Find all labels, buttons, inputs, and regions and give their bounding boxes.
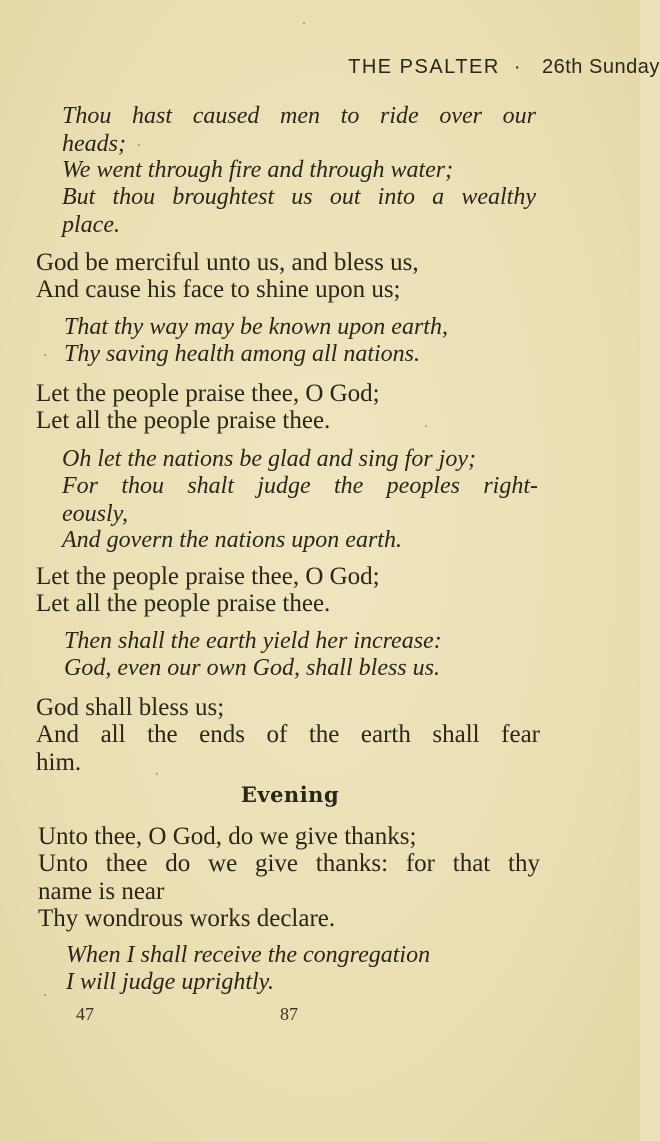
verse-line: But thou broughtest us out into a wealthy bbox=[62, 184, 536, 210]
verse-line: God shall bless us; bbox=[36, 694, 225, 721]
verse-line: And cause his face to shine upon us; bbox=[36, 276, 401, 303]
paper-speck bbox=[44, 994, 46, 996]
verse-line: Oh let the nations be glad and sing for joy; bbox=[62, 446, 476, 472]
running-head-title: THE PSALTER bbox=[348, 56, 500, 78]
verse-line: name is near bbox=[38, 878, 165, 905]
verse-line: God, even our own God, shall bless us. bbox=[64, 655, 440, 681]
verse-line: I will judge uprightly. bbox=[66, 969, 274, 995]
verse-line: eously, bbox=[62, 501, 128, 527]
paper-speck bbox=[138, 144, 140, 146]
verse-line: When I shall receive the congregation bbox=[66, 942, 431, 968]
paper-speck bbox=[425, 425, 427, 427]
verse-line: Unto thee, O God, do we give thanks; bbox=[38, 823, 417, 850]
verse-line: Then shall the earth yield her increase: bbox=[64, 628, 442, 654]
verse-line: him. bbox=[36, 749, 82, 776]
verse-line: Thou hast caused men to ride over our bbox=[62, 103, 536, 129]
verse-line: Thy saving health among all nations. bbox=[64, 341, 420, 367]
paper-speck bbox=[303, 22, 305, 24]
verse-line: We went through fire and through water; bbox=[62, 157, 454, 183]
running-head-separator: · bbox=[513, 56, 522, 78]
verse-line: And all the ends of the earth shall fear bbox=[36, 721, 540, 748]
verse-line: heads; bbox=[62, 131, 126, 157]
verse-line: Let the people praise thee, O God; bbox=[36, 563, 380, 590]
verse-line: That thy way may be known upon earth, bbox=[64, 314, 448, 340]
verse-line: And govern the nations upon earth. bbox=[62, 527, 402, 553]
verse-line: Let the people praise thee, O God; bbox=[36, 380, 380, 407]
verse-line: place. bbox=[62, 212, 120, 238]
running-head-sunday: 26th Sunday bbox=[542, 56, 660, 78]
signature-mark: 47 bbox=[76, 1004, 94, 1024]
page-number: 87 bbox=[280, 1004, 298, 1024]
paper-speck bbox=[156, 773, 158, 775]
rubric-evening: Evening bbox=[240, 782, 340, 807]
verse-line: God be merciful unto us, and bless us, bbox=[36, 249, 419, 276]
paper-speck bbox=[44, 354, 46, 356]
running-head bbox=[348, 56, 660, 79]
verse-line: Unto thee do we give thanks: for that thy bbox=[38, 850, 540, 877]
verse-line: Let all the people praise thee. bbox=[36, 407, 331, 434]
verse-line: Thy wondrous works declare. bbox=[38, 905, 336, 932]
verse-line: For thou shalt judge the peoples right- bbox=[62, 473, 538, 499]
verse-line: Let all the people praise thee. bbox=[36, 590, 331, 617]
